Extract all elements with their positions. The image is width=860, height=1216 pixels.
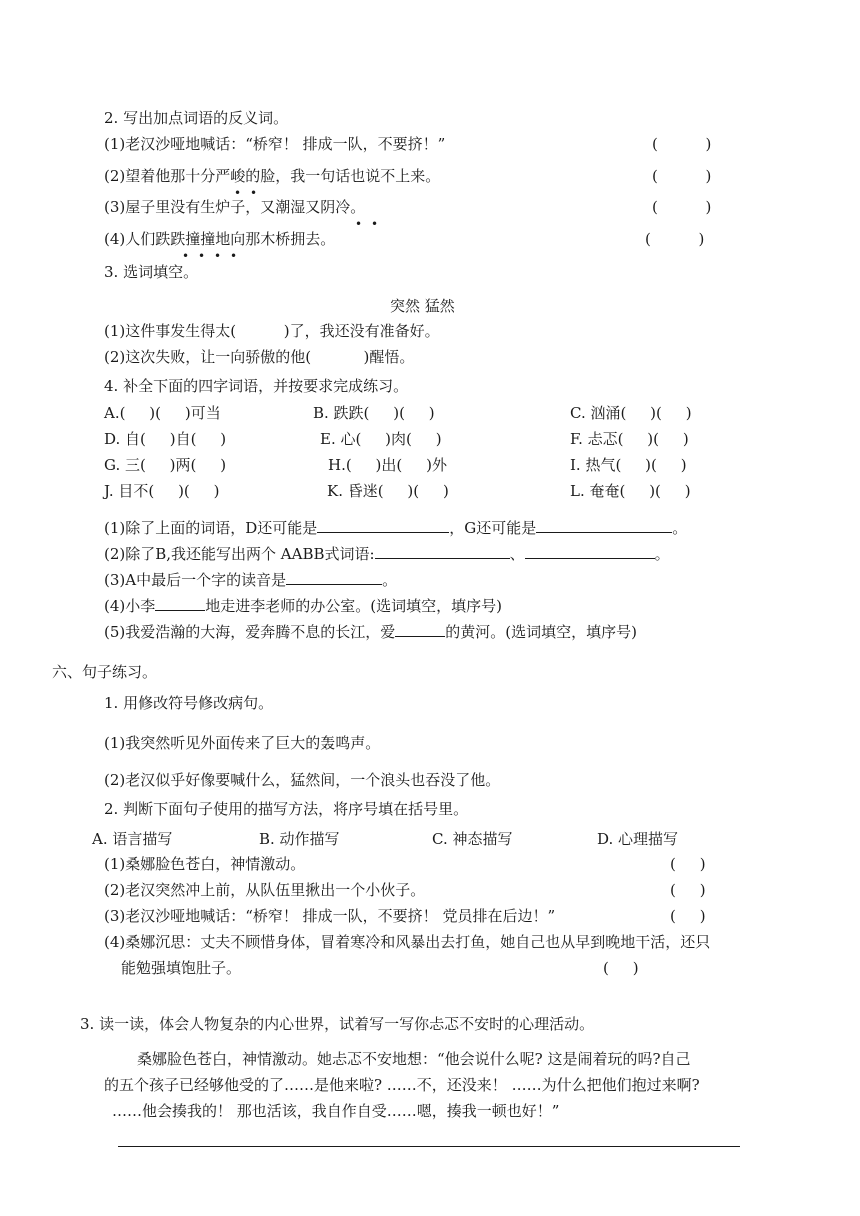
q4-idiom-g: G. 三( )两( ) bbox=[104, 456, 227, 474]
q3-word-choices: 突然 猛然 bbox=[390, 297, 455, 315]
s6-q1-sentence-1: (1)我突然听见外面传来了巨大的轰鸣声。 bbox=[104, 734, 381, 752]
s6-q1-sentence-2: (2)老汉似乎好像要喊什么，猛然间，一个浪头也吞没了他。 bbox=[104, 771, 501, 789]
emphasis-dot: • bbox=[230, 249, 238, 263]
emphasis-dot: • bbox=[198, 249, 206, 263]
s6-q2-item-2: (2)老汉突然冲上前，从队伍里揪出一个小伙子。 bbox=[104, 881, 426, 899]
q4-idiom-e: E. 心( )肉( ) bbox=[320, 430, 442, 448]
q4-exercise-5: (5)我爱浩瀚的大海，爱奔腾不息的长江，爱 的黄河。(选词填空，填序号) bbox=[104, 623, 637, 641]
q2-item-2: (2)望着他那十分严峻的脸，我一句话也说不上来。 bbox=[104, 167, 441, 185]
q2-item-4: (4)人们跌跌撞撞地向那木桥拥去。 bbox=[104, 230, 336, 248]
answer-blank[interactable] bbox=[375, 543, 510, 559]
q2-item-3: (3)屋子里没有生炉子，又潮湿又阴冷。 bbox=[104, 198, 366, 216]
q2-item-1: (1)老汉沙哑地喊话：“桥窄！ 排成一队，不要挤！” bbox=[104, 135, 446, 153]
section-6-title: 六、句子练习。 bbox=[52, 663, 158, 681]
s6-q2-answer-3[interactable]: ( ) bbox=[670, 907, 706, 925]
q2-answer-2[interactable]: ( ) bbox=[652, 167, 712, 185]
q2-answer-1[interactable]: ( ) bbox=[652, 135, 712, 153]
s6-q2-answer-4[interactable]: ( ) bbox=[603, 959, 639, 977]
q3-title: 3. 选词填空。 bbox=[104, 263, 199, 281]
emphasis-dot: • bbox=[355, 217, 363, 231]
s6-q2-answer-2[interactable]: ( ) bbox=[670, 881, 706, 899]
q2-answer-4[interactable]: ( ) bbox=[645, 230, 705, 248]
s6-q2-title: 2. 判断下面句子使用的描写方法，将序号填在括号里。 bbox=[104, 800, 469, 818]
passage-line-2: 的五个孩子已经够他受的了……是他来啦? ……不，还没来！ ……为什么把他们抱过来啊? bbox=[104, 1076, 700, 1094]
s6-q2-option-b: B. 动作描写 bbox=[259, 830, 340, 848]
q3-sentence-1: (1)这件事发生得太( )了，我还没有准备好。 bbox=[104, 322, 440, 340]
q2-answer-3[interactable]: ( ) bbox=[652, 198, 712, 216]
emphasis-dot: • bbox=[250, 186, 258, 200]
passage-line-3: ……他会揍我的！ 那也活该，我自作自受……嗯，揍我一顿也好！” bbox=[112, 1102, 560, 1120]
q4-exercise-3: (3)A中最后一个字的读音是 。 bbox=[104, 571, 398, 589]
q3-sentence-2: (2)这次失败，让一向骄傲的他( )醒悟。 bbox=[104, 348, 415, 366]
q4-idiom-k: K. 昏迷( )( ) bbox=[327, 482, 449, 500]
passage-line-1: 桑娜脸色苍白，神情激动。她忐忑不安地想：“他会说什么呢? 这是闹着玩的吗?自己 bbox=[137, 1050, 691, 1068]
q4-exercise-4: (4)小李 地走进李老师的办公室。(选词填空，填序号) bbox=[104, 597, 502, 615]
s6-q2-option-a: A. 语言描写 bbox=[92, 830, 173, 848]
emphasis-dot: • bbox=[371, 217, 379, 231]
q4-idiom-c: C. 汹涌( )( ) bbox=[570, 404, 692, 422]
answer-blank[interactable] bbox=[155, 595, 205, 611]
s6-q3-title: 3. 读一读，体会人物复杂的内心世界，试着写一写你忐忑不安时的心理活动。 bbox=[80, 1015, 595, 1033]
q4-title: 4. 补全下面的四字词语，并按要求完成练习。 bbox=[104, 377, 409, 395]
q4-exercise-2: (2)除了B,我还能写出两个 AABB式词语: 、 。 bbox=[104, 545, 670, 563]
q4-idiom-f: F. 忐忑( )( ) bbox=[570, 430, 689, 448]
emphasis-dot: • bbox=[234, 186, 242, 200]
answer-blank[interactable] bbox=[395, 621, 445, 637]
q4-idiom-l: L. 奄奄( )( ) bbox=[570, 482, 691, 500]
q4-idiom-d: D. 自( )自( ) bbox=[104, 430, 227, 448]
s6-q2-item-4: (4)桑娜沉思：丈夫不顾惜身体，冒着寒冷和风暴出去打鱼，她自己也从早到晚地干活，还只 bbox=[104, 933, 711, 951]
q4-idiom-j: J. 目不( )( ) bbox=[104, 482, 220, 500]
writing-line[interactable] bbox=[118, 1146, 740, 1147]
emphasis-dot: • bbox=[214, 249, 222, 263]
answer-blank[interactable] bbox=[536, 517, 672, 533]
s6-q2-option-d: D. 心理描写 bbox=[597, 830, 679, 848]
s6-q2-item-3: (3)老汉沙哑地喊话：“桥窄！ 排成一队，不要挤！ 党员排在后边！” bbox=[104, 907, 556, 925]
s6-q2-item-4-cont: 能勉强填饱肚子。 bbox=[121, 959, 242, 977]
answer-blank[interactable] bbox=[286, 569, 382, 585]
emphasis-dot: • bbox=[182, 249, 190, 263]
q4-idiom-h: H.( )出( )外 bbox=[328, 456, 447, 474]
s6-q2-option-c: C. 神态描写 bbox=[432, 830, 513, 848]
s6-q1-title: 1. 用修改符号修改病句。 bbox=[104, 694, 274, 712]
q4-idiom-i: I. 热气( )( ) bbox=[570, 456, 687, 474]
s6-q2-item-1: (1)桑娜脸色苍白，神情激动。 bbox=[104, 855, 306, 873]
answer-blank[interactable] bbox=[317, 517, 449, 533]
s6-q2-answer-1[interactable]: ( ) bbox=[670, 855, 706, 873]
q4-idiom-a: A.( )( )可当 bbox=[104, 404, 221, 422]
answer-blank[interactable] bbox=[525, 543, 655, 559]
q4-exercise-1: (1)除了上面的词语，D还可能是 ，G还可能是 。 bbox=[104, 519, 688, 537]
q4-idiom-b: B. 跌跌( )( ) bbox=[313, 404, 435, 422]
q2-title: 2. 写出加点词语的反义词。 bbox=[104, 109, 289, 127]
